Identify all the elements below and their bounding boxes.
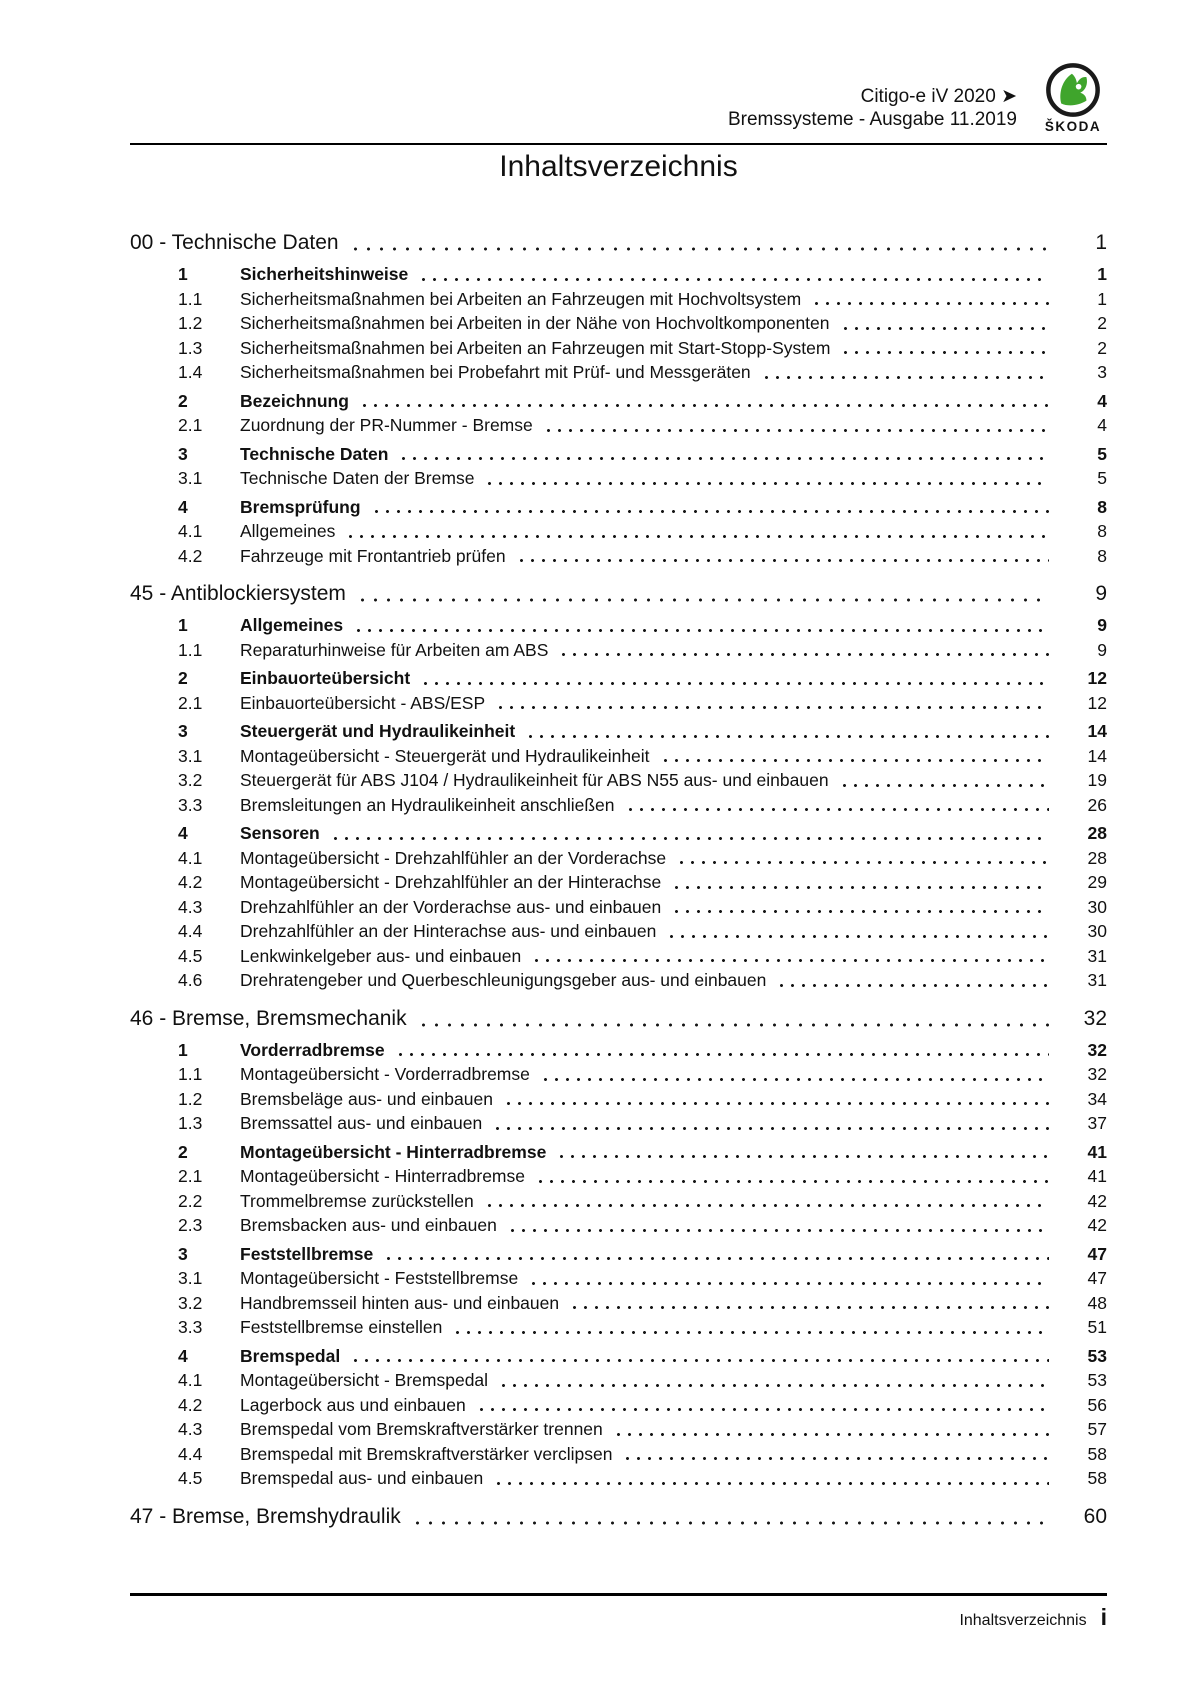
toc-item-row[interactable] — [130, 466, 1107, 491]
toc-item-row[interactable] — [130, 1213, 1107, 1238]
toc-item-label: Bremsbacken aus- und einbauen — [240, 1215, 497, 1235]
toc-item-row[interactable] — [130, 821, 1107, 846]
toc-item-number: 4.5 — [178, 945, 203, 966]
leader-dots — [484, 1189, 1049, 1214]
toc-chapter — [130, 1004, 1107, 1491]
leader-dots — [350, 1344, 1049, 1369]
toc-item-label: Feststellbremse einstellen — [240, 1317, 443, 1337]
toc-page-number: 8 — [1097, 496, 1107, 517]
toc-page-number: 3 — [1097, 362, 1107, 382]
toc-page-number: 47 — [1087, 1268, 1107, 1288]
leader-dots — [345, 519, 1049, 544]
toc-item-row[interactable] — [130, 1087, 1107, 1112]
toc-item-number: 4.6 — [178, 970, 203, 990]
toc-item-row[interactable] — [130, 519, 1107, 544]
leader-dots — [761, 360, 1049, 385]
toc-item-label: Montageübersicht - Steuergerät und Hydraulikeinheit — [240, 745, 650, 766]
leader-dots — [525, 719, 1049, 744]
leader-dots — [516, 544, 1049, 569]
toc-page-number: 32 — [1087, 1064, 1107, 1084]
toc-item-label: Vorderradbremse — [240, 1039, 385, 1060]
toc-item-number: 1.4 — [178, 362, 203, 382]
toc-page-number: 42 — [1087, 1215, 1107, 1235]
leader-dots — [353, 613, 1049, 638]
toc-item-label: Montageübersicht - Vorderradbremse — [240, 1064, 530, 1084]
toc-chapter — [130, 1502, 1107, 1532]
leader-dots — [411, 1502, 1049, 1532]
toc-item-number: 3.1 — [178, 468, 203, 488]
toc-item-label: Bremspedal mit Bremskraftverstärker verclipsen — [240, 1443, 613, 1464]
leader-dots — [418, 262, 1049, 287]
toc-item-row[interactable] — [130, 413, 1107, 438]
leader-dots — [349, 228, 1049, 258]
toc-page-number: 1 — [1097, 288, 1107, 309]
toc-item-row[interactable] — [130, 1291, 1107, 1316]
toc-item-label: Bremsbeläge aus- und einbauen — [240, 1088, 493, 1109]
leader-dots — [569, 1291, 1049, 1316]
brand-name: ŠKODA — [1044, 119, 1102, 134]
toc-item-label: Montageübersicht - Drehzahlfühler an der Hinterachse — [240, 872, 662, 892]
leader-dots — [498, 1368, 1049, 1393]
toc-chapter-label: 47 - Bremse, Bremshydraulik — [130, 1504, 401, 1528]
toc-page-number: 14 — [1087, 721, 1107, 741]
toc-item-number: 3.1 — [178, 745, 203, 766]
toc-item-number: 3 — [178, 443, 188, 464]
leader-dots — [839, 768, 1049, 793]
toc-item-number: 4.4 — [178, 921, 203, 941]
leader-dots — [371, 495, 1049, 520]
toc-item-row[interactable] — [130, 744, 1107, 769]
toc-item-label: Bremsprüfung — [240, 496, 361, 517]
toc-item-number: 2 — [178, 390, 188, 411]
toc-item-number: 2.1 — [178, 692, 203, 713]
toc-item-number: 2.2 — [178, 1190, 203, 1211]
toc-chapter-row[interactable] — [130, 228, 1107, 258]
header-rule — [130, 143, 1107, 145]
toc-item-label: Sicherheitshinweise — [240, 264, 409, 284]
toc-item-number: 4.2 — [178, 872, 203, 892]
toc-item-label: Allgemeines — [240, 521, 336, 541]
toc-page-number: 53 — [1087, 1345, 1107, 1366]
toc-item-label: Bremsleitungen an Hydraulikeinheit anschließen — [240, 794, 615, 815]
leader-dots — [476, 1393, 1049, 1418]
toc-page-number: 4 — [1097, 390, 1107, 411]
toc-item-row[interactable] — [130, 793, 1107, 818]
toc-item-number: 3.3 — [178, 1317, 203, 1337]
toc-item-row[interactable] — [130, 1417, 1107, 1442]
leader-dots — [671, 870, 1049, 895]
toc-item-label: Bremssattel aus- und einbauen — [240, 1113, 483, 1133]
toc-item-number: 4.1 — [178, 847, 203, 868]
toc-item-row[interactable] — [130, 1189, 1107, 1214]
toc-item-label: Technische Daten — [240, 443, 389, 464]
toc-item-label: Drehzahlfühler an der Hinterachse aus- und einbauen — [240, 921, 657, 941]
toc-page-number: 26 — [1087, 794, 1107, 815]
leader-dots — [666, 919, 1049, 944]
leader-dots — [840, 336, 1049, 361]
toc-page-number: 19 — [1087, 770, 1107, 790]
toc-item-label: Montageübersicht - Feststellbremse — [240, 1268, 519, 1288]
toc-item-row[interactable] — [130, 691, 1107, 716]
toc-item-row[interactable] — [130, 389, 1107, 414]
leader-dots — [622, 1442, 1049, 1467]
toc-page-number: 56 — [1087, 1394, 1107, 1415]
toc-item-label: Trommelbremse zurückstellen — [240, 1190, 474, 1211]
toc-item-number: 2 — [178, 1141, 188, 1162]
toc-page-number: 31 — [1087, 970, 1107, 990]
toc-page-number: 28 — [1087, 847, 1107, 868]
toc-item-label: Einbauorteübersicht — [240, 668, 411, 688]
toc-item-row[interactable] — [130, 1315, 1107, 1340]
toc-item-number: 1 — [178, 615, 188, 635]
leader-dots — [625, 793, 1049, 818]
toc-page-number: 32 — [1083, 1006, 1107, 1030]
toc-item-row[interactable] — [130, 1266, 1107, 1291]
toc-page-number: 32 — [1087, 1039, 1107, 1060]
toc-page-number: 5 — [1097, 443, 1107, 464]
toc-item-row[interactable] — [130, 1062, 1107, 1087]
toc-item-number: 1.1 — [178, 288, 203, 309]
leader-dots — [359, 389, 1049, 414]
toc-page-number: 14 — [1087, 745, 1107, 766]
leader-dots — [495, 691, 1049, 716]
leader-dots — [540, 1062, 1049, 1087]
toc-item-number: 2.1 — [178, 415, 203, 435]
toc-item-label: Fahrzeuge mit Frontantrieb prüfen — [240, 545, 506, 566]
toc-item-label: Montageübersicht - Drehzahlfühler an der Vorderachse — [240, 847, 667, 868]
toc-page-number: 41 — [1087, 1141, 1107, 1162]
leader-dots — [417, 1004, 1049, 1034]
toc-item-label: Montageübersicht - Hinterradbremse — [240, 1141, 547, 1162]
toc-item-row[interactable] — [130, 1111, 1107, 1136]
toc-chapter-row[interactable] — [130, 1004, 1107, 1034]
toc-chapter — [130, 579, 1107, 993]
leader-dots — [535, 1164, 1049, 1189]
toc-chapter-row[interactable] — [130, 579, 1107, 609]
toc-page-number: 42 — [1087, 1190, 1107, 1211]
toc-page-number: 9 — [1097, 639, 1107, 660]
toc-item-number: 4 — [178, 496, 188, 517]
toc-page-number: 47 — [1087, 1243, 1107, 1264]
toc-item-row[interactable] — [130, 768, 1107, 793]
toc-item-number: 1.1 — [178, 639, 203, 660]
leader-dots — [452, 1315, 1049, 1340]
toc-item-label: Sicherheitsmaßnahmen bei Arbeiten an Fahrzeugen mit Hochvoltsystem — [240, 288, 802, 309]
toc-page-number: 1 — [1095, 231, 1107, 254]
leader-dots — [556, 1140, 1049, 1165]
toc-item-row[interactable] — [130, 1038, 1107, 1063]
toc-item-row[interactable] — [130, 311, 1107, 336]
toc-page-number: 4 — [1097, 415, 1107, 435]
toc-page-number: 51 — [1087, 1317, 1107, 1337]
leader-dots — [383, 1242, 1049, 1267]
leader-dots — [558, 638, 1049, 663]
skoda-wing-icon — [1045, 62, 1101, 118]
toc-page-number: 41 — [1087, 1166, 1107, 1186]
toc-page-number: 58 — [1087, 1468, 1107, 1488]
toc-page-number: 28 — [1087, 823, 1107, 843]
toc-item-number: 3.3 — [178, 794, 203, 815]
toc-item-number: 2.1 — [178, 1166, 203, 1186]
leader-dots — [420, 666, 1049, 691]
toc-item-label: Bremspedal — [240, 1345, 341, 1366]
leader-dots — [507, 1213, 1049, 1238]
toc-item-label: Sensoren — [240, 823, 320, 843]
toc-item-label: Feststellbremse — [240, 1243, 374, 1264]
leader-dots — [531, 944, 1049, 969]
toc-item-number: 1 — [178, 264, 188, 284]
toc-item-number: 1.2 — [178, 1088, 203, 1109]
toc-item-number: 1 — [178, 1039, 188, 1060]
toc-item-label: Steuergerät und Hydraulikeinheit — [240, 721, 516, 741]
footer — [130, 1604, 1107, 1631]
toc-item-label: Allgemeines — [240, 615, 344, 635]
leader-dots — [528, 1266, 1049, 1291]
toc-item-label: Sicherheitsmaßnahmen bei Probefahrt mit Prüf- und Messgeräten — [240, 362, 751, 382]
skoda-logo — [1038, 62, 1108, 134]
toc-page-number: 12 — [1087, 668, 1107, 688]
toc-item-row[interactable] — [130, 544, 1107, 569]
toc-item-label: Handbremsseil hinten aus- und einbauen — [240, 1292, 560, 1313]
toc-item-label: Lagerbock aus und einbauen — [240, 1394, 466, 1415]
toc-item-number: 4.3 — [178, 1419, 203, 1439]
toc-page-number: 2 — [1097, 313, 1107, 333]
toc-item-row[interactable] — [130, 1393, 1107, 1418]
toc-page-number: 12 — [1087, 692, 1107, 713]
toc-page-number: 2 — [1097, 337, 1107, 358]
toc-item-row[interactable] — [130, 336, 1107, 361]
toc-chapter-label: 46 - Bremse, Bremsmechanik — [130, 1006, 407, 1030]
leader-dots — [776, 968, 1049, 993]
toc-page-number: 8 — [1097, 521, 1107, 541]
toc-item-number: 4.2 — [178, 1394, 203, 1415]
leader-dots — [484, 466, 1049, 491]
page-title: Inhaltsverzeichnis — [499, 150, 738, 183]
toc-item-label: Sicherheitsmaßnahmen bei Arbeiten in der Nähe von Hochvoltkomponenten — [240, 313, 830, 333]
toc-page-number: 9 — [1095, 582, 1107, 605]
toc-item-label: Zuordnung der PR-Nummer - Bremse — [240, 415, 533, 435]
toc-page-number: 5 — [1097, 468, 1107, 488]
toc-item-number: 4.2 — [178, 545, 203, 566]
toc-item-label: Drehzahlfühler an der Vorderachse aus- und einbauen — [240, 896, 662, 917]
toc-page-number: 34 — [1087, 1088, 1107, 1109]
toc-chapter-row[interactable] — [130, 1502, 1107, 1532]
toc-page-number: 9 — [1097, 615, 1107, 635]
footer-page-index: i — [1100, 1604, 1107, 1630]
toc-item-row[interactable] — [130, 1164, 1107, 1189]
toc-item-label: Einbauorteübersicht - ABS/ESP — [240, 692, 486, 713]
footer-rule — [130, 1593, 1107, 1596]
toc-item-number: 4 — [178, 1345, 188, 1366]
toc-item-label: Reparaturhinweise für Arbeiten am ABS — [240, 639, 549, 660]
toc-item-row[interactable] — [130, 495, 1107, 520]
toc-item-label: Technische Daten der Bremse — [240, 468, 475, 488]
toc-item-row[interactable] — [130, 1344, 1107, 1369]
toc-item-number: 1.3 — [178, 1113, 203, 1133]
leader-dots — [493, 1466, 1049, 1491]
toc-item-number: 3 — [178, 1243, 188, 1264]
leader-dots — [492, 1111, 1049, 1136]
toc — [130, 228, 1107, 1532]
toc-chapter-label: 00 - Technische Daten — [130, 231, 339, 254]
toc-page-number: 8 — [1097, 545, 1107, 566]
toc-item-row[interactable] — [130, 719, 1107, 744]
toc-item-row[interactable] — [130, 968, 1107, 993]
toc-item-row[interactable] — [130, 287, 1107, 312]
toc-item-number: 3 — [178, 721, 188, 741]
toc-item-number: 3.2 — [178, 1292, 203, 1313]
toc-item-number: 3.1 — [178, 1268, 203, 1288]
toc-page-number: 58 — [1087, 1443, 1107, 1464]
toc-page-number: 53 — [1087, 1370, 1107, 1390]
leader-dots — [660, 744, 1049, 769]
toc-item-number: 4.4 — [178, 1443, 203, 1464]
toc-item-number: 3.2 — [178, 770, 203, 790]
header-edition-line: Bremssysteme - Ausgabe 11.2019 — [727, 109, 1017, 130]
leader-dots — [676, 846, 1049, 871]
header-model-line: Citigo-e iV 2020 ➤ — [860, 86, 1017, 107]
toc-page-number: 48 — [1087, 1292, 1107, 1313]
toc-page-number: 1 — [1097, 264, 1107, 284]
toc-item-number: 1.2 — [178, 313, 203, 333]
toc-item-row[interactable] — [130, 666, 1107, 691]
header — [130, 85, 1017, 131]
leader-dots — [395, 1038, 1049, 1063]
toc-item-label: Lenkwinkelgeber aus- und einbauen — [240, 945, 522, 966]
toc-chapter — [130, 228, 1107, 568]
leader-dots — [613, 1417, 1049, 1442]
leader-dots — [398, 442, 1049, 467]
toc-item-label: Bremspedal vom Bremskraftverstärker trennen — [240, 1419, 603, 1439]
toc-item-row[interactable] — [130, 919, 1107, 944]
toc-item-row[interactable] — [130, 1466, 1107, 1491]
leader-dots — [503, 1087, 1049, 1112]
toc-item-row[interactable] — [130, 1242, 1107, 1267]
toc-item-label: Bremspedal aus- und einbauen — [240, 1468, 484, 1488]
toc-item-number: 4.3 — [178, 896, 203, 917]
toc-item-row[interactable] — [130, 846, 1107, 871]
leader-dots — [356, 579, 1049, 609]
toc-item-row[interactable] — [130, 1140, 1107, 1165]
toc-item-number: 4.1 — [178, 1370, 203, 1390]
toc-item-row[interactable] — [130, 1368, 1107, 1393]
toc-item-label: Sicherheitsmaßnahmen bei Arbeiten an Fahrzeugen mit Start-Stopp-System — [240, 337, 831, 358]
toc-item-number: 2 — [178, 668, 188, 688]
toc-item-label: Steuergerät für ABS J104 / Hydraulikeinheit für ABS N55 aus- und einbauen — [240, 770, 829, 790]
leader-dots — [671, 895, 1049, 920]
toc-page-number: 60 — [1083, 1504, 1107, 1528]
toc-item-label: Drehratengeber und Querbeschleunigungsgeber aus- und einbauen — [240, 970, 767, 990]
toc-page-number: 30 — [1087, 921, 1107, 941]
toc-item-number: 1.3 — [178, 337, 203, 358]
toc-item-row[interactable] — [130, 360, 1107, 385]
toc-page-number: 57 — [1087, 1419, 1107, 1439]
leader-dots — [543, 413, 1049, 438]
toc-item-row[interactable] — [130, 944, 1107, 969]
toc-item-label: Montageübersicht - Hinterradbremse — [240, 1166, 525, 1186]
toc-item-number: 4.5 — [178, 1468, 203, 1488]
toc-item-number: 4 — [178, 823, 188, 843]
toc-item-label: Bezeichnung — [240, 390, 349, 411]
toc-page-number: 29 — [1087, 872, 1107, 892]
toc-item-number: 2.3 — [178, 1215, 203, 1235]
leader-dots — [811, 287, 1049, 312]
toc-item-row[interactable] — [130, 1442, 1107, 1467]
footer-label: Inhaltsverzeichnis — [959, 1612, 1087, 1629]
toc-item-label: Montageübersicht - Bremspedal — [240, 1370, 489, 1390]
toc-page-number: 30 — [1087, 896, 1107, 917]
toc-item-number: 4.1 — [178, 521, 203, 541]
toc-item-row[interactable] — [130, 262, 1107, 287]
leader-dots — [330, 821, 1049, 846]
toc-item-row[interactable] — [130, 870, 1107, 895]
toc-item-row[interactable] — [130, 613, 1107, 638]
toc-chapter-label: 45 - Antiblockiersystem — [130, 582, 346, 605]
toc-page-number: 31 — [1087, 945, 1107, 966]
toc-item-number: 1.1 — [178, 1064, 203, 1084]
leader-dots — [840, 311, 1049, 336]
toc-page-number: 37 — [1087, 1113, 1107, 1133]
toc-item-row[interactable] — [130, 895, 1107, 920]
toc-item-row[interactable] — [130, 638, 1107, 663]
toc-item-row[interactable] — [130, 442, 1107, 467]
